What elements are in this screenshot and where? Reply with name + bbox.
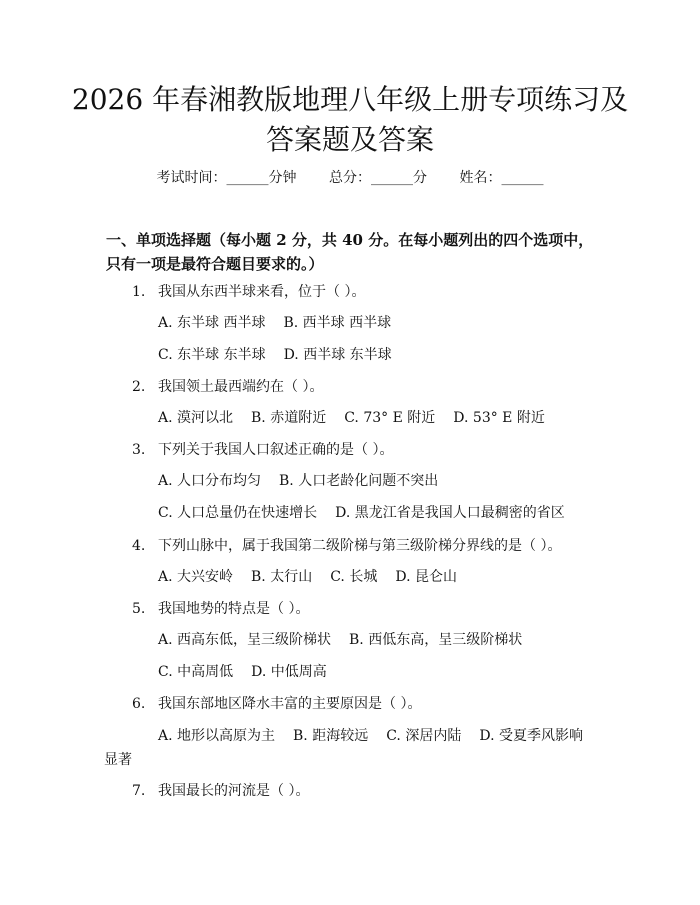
title-line-1: 2026 年春湘教版地理八年级上册专项练习及 [71,83,629,116]
question-number: 2. [132,379,146,395]
option-b: B. 太行山 [251,569,313,585]
question-number: 6. [132,696,146,712]
question-7 [132,781,602,801]
option-c: C. 深居内陆 [386,728,462,744]
option-a: A. 漠河以北 [158,410,234,426]
option-b: B. 西半球 西半球 [283,315,392,331]
option-d: D. 中低周高 [251,664,327,680]
question-text: 我国地势的特点是（ ）。 [158,601,310,617]
option-b: B. 人口老龄化问题不突出 [279,473,439,489]
option-a: A. 大兴安岭 [158,569,234,585]
option-d: D. 53° E 附近 [453,410,545,426]
question-text: 我国从东西半球来看，位于（ ）。 [158,284,366,300]
question-number: 5. [132,601,146,617]
question-4 [132,536,602,556]
question-1 [132,282,602,302]
option-c: C. 人口总量仍在快速增长 [158,505,318,521]
option-a: A. 地形以高原为主 [158,728,276,744]
question-number: 4. [132,538,146,554]
section-heading: 一、单项选择题（每小题 2 分，共 40 分。在每小题列出的四个选项中，只有一项是最符合题目要求的。） [106,231,594,273]
question-2 [132,377,602,397]
option-c: C. 长城 [330,569,378,585]
question-number: 3. [132,442,146,458]
question-2-options [158,408,618,428]
option-a: A. 人口分布均匀 [158,473,262,489]
question-6-options [158,726,618,746]
question-text: 下列山脉中，属于我国第二级阶梯与第三级阶梯分界线的是（ ）。 [158,538,562,554]
question-4-options [158,567,618,587]
exam-time: 考试时间：______分钟 [156,170,297,186]
option-c: C. 中高周低 [158,664,234,680]
question-text: 我国领土最西端约在（ ）。 [158,379,324,395]
question-1-options-row-2 [158,345,618,365]
option-b: B. 赤道附近 [251,410,327,426]
total-score: 总分：______分 [329,170,427,186]
question-3-options-row-2 [158,503,618,523]
option-b: B. 西低东高，呈三级阶梯状 [349,632,523,648]
question-text: 下列关于我国人口叙述正确的是（ ）。 [158,442,394,458]
option-d: D. 西半球 东半球 [283,347,392,363]
question-6-option-d-continued: 显著 [104,752,132,768]
question-5-options-row-2 [158,662,618,682]
question-number: 1. [132,284,146,300]
exam-info [0,168,700,188]
option-d: D. 黑龙江省是我国人口最稠密的省区 [335,505,565,521]
question-text: 我国东部地区降水丰富的主要原因是（ ）。 [158,696,422,712]
question-5-options-row-1 [158,630,618,650]
option-a: A. 东半球 西半球 [158,315,266,331]
question-5 [132,599,602,619]
question-3 [132,440,602,460]
question-text: 我国最长的河流是（ ）。 [158,783,310,799]
option-a: A. 西高东低，呈三级阶梯状 [158,632,332,648]
question-1-options-row-1 [158,313,618,333]
question-number: 7. [132,783,146,799]
option-d: D. 昆仑山 [395,569,457,585]
option-c: C. 73° E 附近 [344,410,436,426]
option-b: B. 距海较远 [293,728,369,744]
page-title [60,80,640,160]
student-name: 姓名：______ [459,170,544,186]
title-line-2: 答案题及答案 [265,123,434,156]
option-d: D. 受夏季风影响 [479,728,583,744]
question-3-options-row-1 [158,471,618,491]
question-6 [132,694,602,714]
option-c: C. 东半球 东半球 [158,347,266,363]
